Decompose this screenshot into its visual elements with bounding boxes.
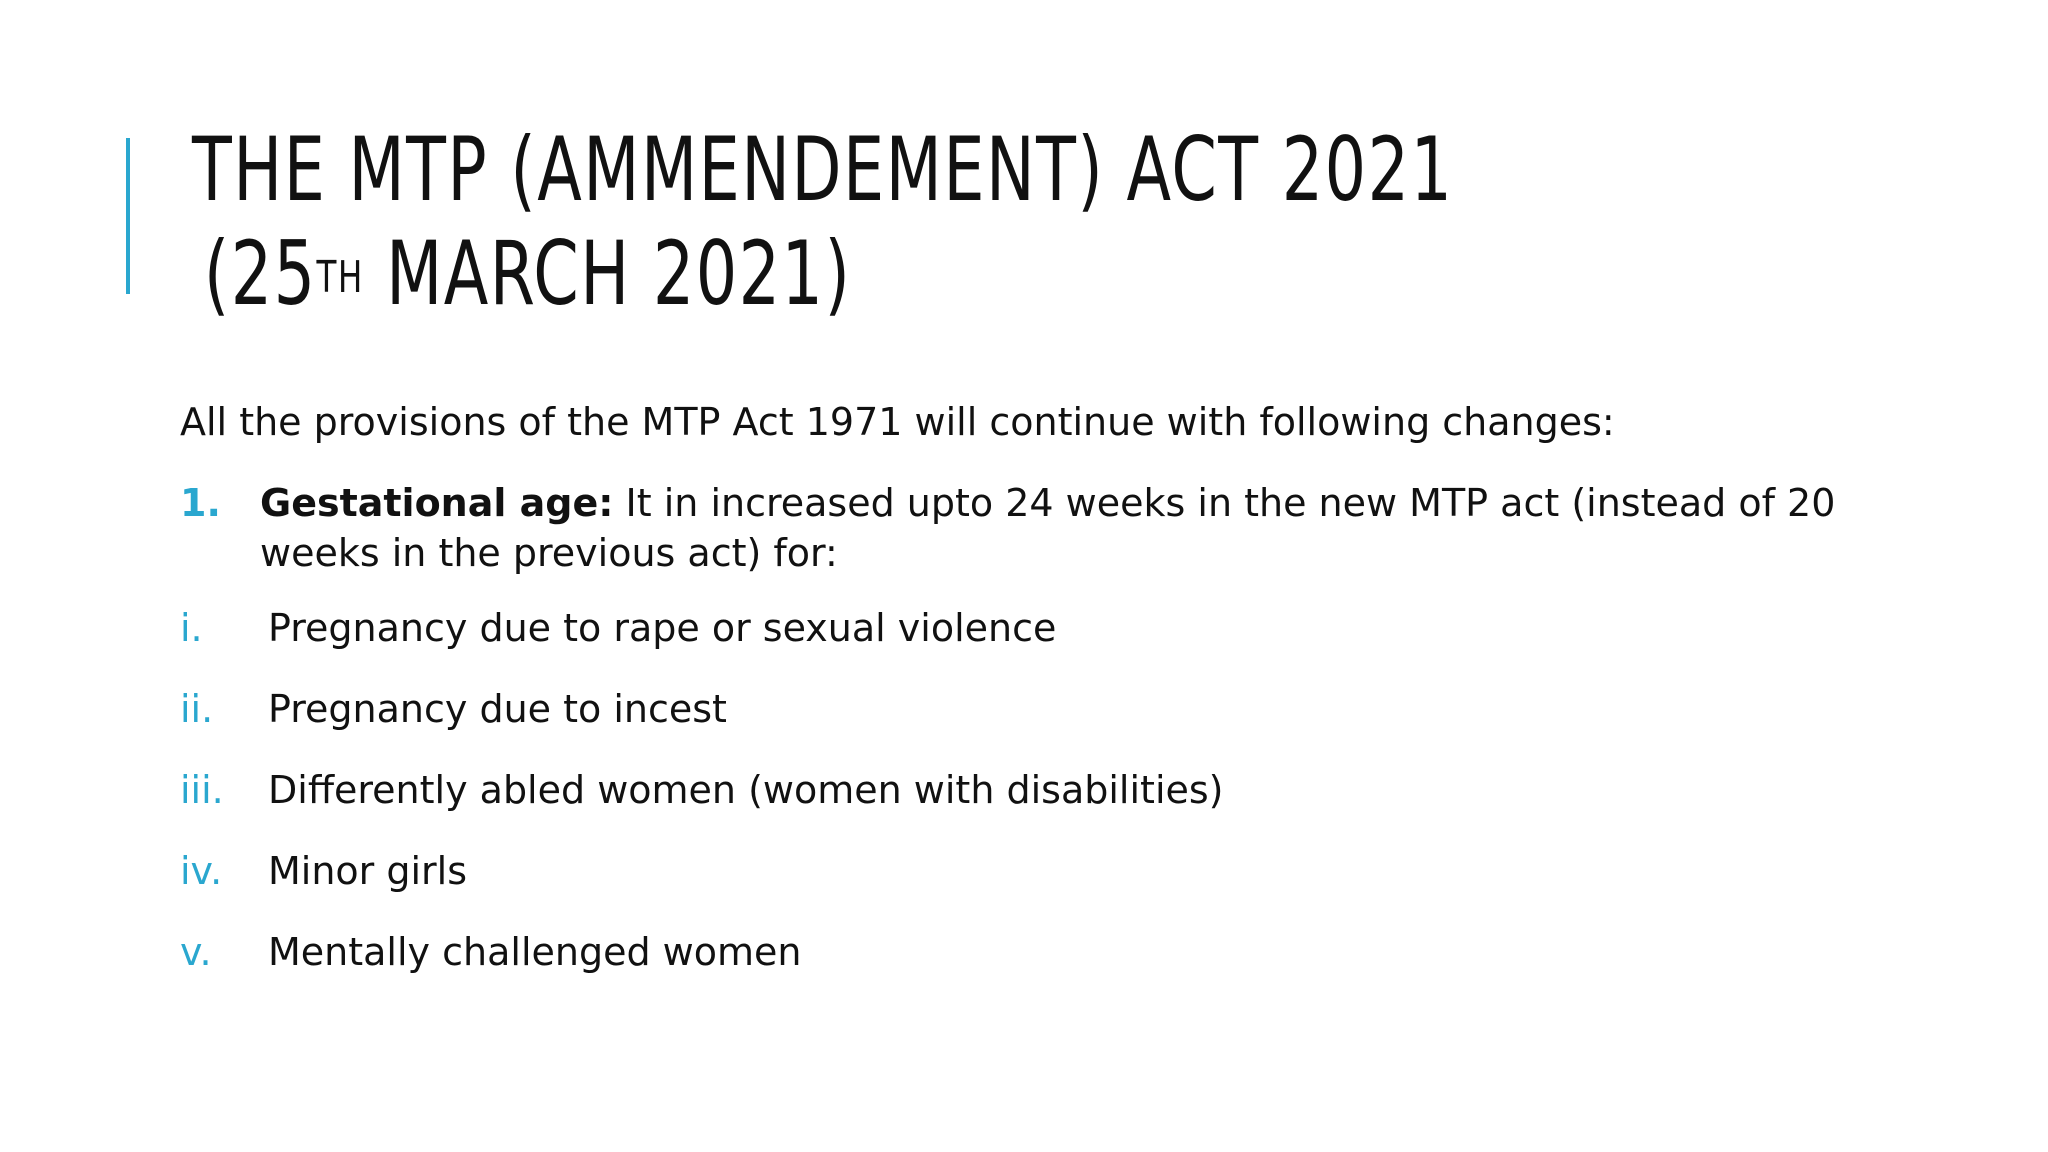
list-item bbox=[180, 845, 1880, 926]
roman-marker: i. bbox=[180, 606, 203, 650]
list-item bbox=[180, 926, 1880, 1007]
gestational-age-label: Gestational age: bbox=[260, 481, 614, 525]
title-accent-bar bbox=[126, 138, 130, 294]
list-item-text: Mentally challenged women bbox=[268, 930, 802, 974]
roman-marker: iv. bbox=[180, 849, 223, 893]
list-item-text: Pregnancy due to incest bbox=[268, 687, 727, 731]
list-item-text: Pregnancy due to rape or sexual violence bbox=[268, 606, 1057, 650]
slide-body bbox=[180, 396, 1880, 1007]
list-number: 1. bbox=[180, 481, 221, 525]
list-item bbox=[180, 602, 1880, 683]
roman-marker: iii. bbox=[180, 768, 224, 812]
title-date-suffix: MARCH 2021) bbox=[363, 222, 852, 325]
roman-marker: v. bbox=[180, 930, 212, 974]
gestational-age-text: It in increased upto 24 weeks in the new MTP act (instead of 20 weeks in the previous act) for: bbox=[260, 481, 1836, 575]
title-date-prefix: (25 bbox=[203, 222, 317, 325]
numbered-list-item bbox=[180, 478, 1880, 578]
list-item bbox=[180, 683, 1880, 764]
title-line-1: THE MTP (AMMENDEMENT) ACT 2021 bbox=[192, 118, 1454, 221]
list-item-text: Differently abled women (women with disabilities) bbox=[268, 768, 1224, 812]
title-date-superscript: TH bbox=[316, 252, 364, 303]
list-item bbox=[180, 764, 1880, 845]
title-line-2 bbox=[192, 222, 1453, 326]
slide-title bbox=[192, 118, 1453, 326]
roman-list bbox=[180, 602, 1880, 1007]
intro-text: All the provisions of the MTP Act 1971 will continue with following changes: bbox=[180, 400, 1615, 444]
list-item-text: Minor girls bbox=[268, 849, 468, 893]
roman-marker: ii. bbox=[180, 687, 214, 731]
